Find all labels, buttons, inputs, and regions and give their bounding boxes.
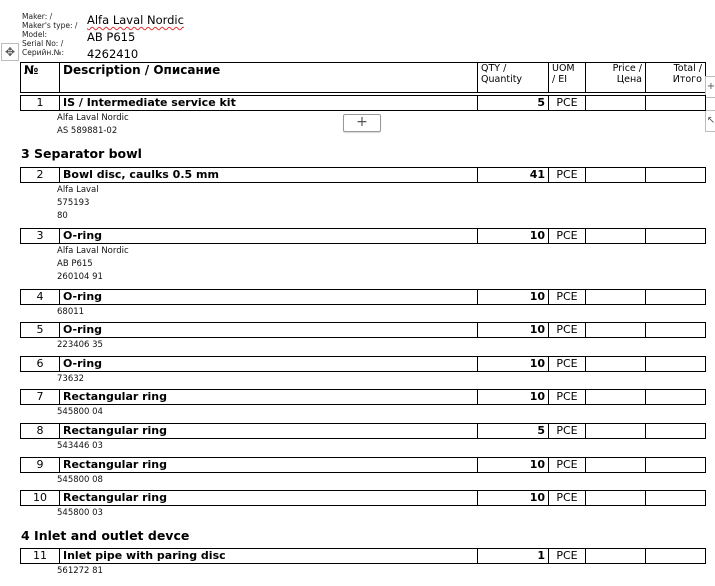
row-number: 4 [21,290,60,305]
item-price [586,229,646,244]
item-description: Rectangular ring [60,390,478,405]
item-quantity: 41 [478,168,549,183]
resize-icon[interactable]: ↖ [705,110,715,132]
item-price [586,323,646,338]
item-price [586,491,646,506]
item-description: Bowl disc, caulks 0.5 mm [60,168,478,183]
row-number: 10 [21,491,60,506]
table-row [20,228,706,244]
table-row [20,95,706,111]
item-total [646,96,706,111]
section-title: 3 Separator bowl [21,146,142,161]
col-total: Total / Итого [646,63,706,93]
row-details [57,112,129,138]
item-total [646,323,706,338]
table-row [20,389,706,405]
table-row [20,322,706,338]
item-total [646,491,706,506]
label-serial-ru: Серийн.№: [22,48,64,57]
detail-line: 80 [57,211,68,221]
detail-line: 260104 91 [57,272,103,282]
item-total [646,168,706,183]
item-description: IS / Intermediate service kit [60,96,478,111]
item-price [586,458,646,473]
item-price [586,549,646,564]
item-description: O-ring [60,229,478,244]
item-price [586,168,646,183]
row-details [57,406,103,419]
row-details [57,245,129,284]
column-header [20,62,706,93]
detail-line: 543446 03 [57,441,103,451]
model-value: AB P615 [87,30,136,44]
row-details [57,306,84,319]
row-handle-icon[interactable]: + [705,76,715,98]
item-uom: PCE [549,491,586,506]
col-no: № [21,63,60,93]
table-row [20,423,706,439]
item-total [646,390,706,405]
maker-value: Alfa Laval Nordic [87,13,184,27]
item-uom: PCE [549,323,586,338]
row-details [57,440,103,453]
label-maker: Maker: / [22,12,53,21]
row-number: 8 [21,424,60,439]
item-description: Inlet pipe with paring disc [60,549,478,564]
detail-line: Alfa Laval Nordic [57,246,129,256]
detail-line: Alfa Laval [57,185,99,195]
row-number: 11 [21,549,60,564]
row-details [57,373,84,386]
row-number: 7 [21,390,60,405]
detail-line: 545800 04 [57,407,103,417]
item-description: O-ring [60,357,478,372]
item-total [646,458,706,473]
row-details [57,184,99,223]
serial-value: 4262410 [87,47,139,61]
item-total [646,424,706,439]
item-total [646,229,706,244]
table-row [20,548,706,564]
item-uom: PCE [549,549,586,564]
table-row [20,167,706,183]
detail-line: 545800 08 [57,475,103,485]
item-quantity: 5 [478,424,549,439]
header-labels [22,12,77,57]
header-values [87,12,184,63]
section-title: 4 Inlet and outlet devce [21,528,190,543]
table-row [20,490,706,506]
col-description: Description / Описание [60,63,478,93]
table-row [20,289,706,305]
item-quantity: 10 [478,357,549,372]
item-uom: PCE [549,229,586,244]
item-description: O-ring [60,290,478,305]
item-quantity: 1 [478,549,549,564]
table-row [20,457,706,473]
item-price [586,96,646,111]
item-description: Rectangular ring [60,491,478,506]
row-details [57,565,103,578]
item-total [646,549,706,564]
item-uom: PCE [549,357,586,372]
label-serial: Serial No: / [22,39,64,48]
detail-line: 68011 [57,307,85,317]
item-uom: PCE [549,290,586,305]
detail-line: 223406 35 [57,340,103,350]
item-uom: PCE [549,424,586,439]
row-number: 6 [21,357,60,372]
item-uom: PCE [549,458,586,473]
detail-line: Alfa Laval Nordic [57,113,129,123]
item-description: O-ring [60,323,478,338]
item-description: Rectangular ring [60,458,478,473]
item-total [646,290,706,305]
item-price [586,390,646,405]
col-qty: QTY / Quantity [478,63,549,93]
item-price [586,424,646,439]
item-quantity: 10 [478,491,549,506]
row-number: 9 [21,458,60,473]
row-details [57,474,103,487]
item-price [586,357,646,372]
item-uom: PCE [549,390,586,405]
item-quantity: 10 [478,229,549,244]
label-model: Model: [22,30,48,39]
row-details [57,339,103,352]
item-uom: PCE [549,168,586,183]
detail-line: 545800 03 [57,508,103,518]
item-quantity: 10 [478,390,549,405]
item-description: Rectangular ring [60,424,478,439]
item-uom: PCE [549,96,586,111]
row-details [57,507,103,520]
item-quantity: 10 [478,323,549,338]
item-total [646,357,706,372]
detail-line: 561272 81 [57,566,103,576]
detail-line: AS 589881-02 [57,126,118,136]
label-maker-type: Maker's type: / [22,21,78,30]
item-price [586,290,646,305]
col-price: Price / Цена [586,63,646,93]
row-number: 5 [21,323,60,338]
detail-line: 73632 [57,374,85,384]
move-icon[interactable]: ✥ [1,43,19,61]
item-quantity: 10 [478,458,549,473]
plus-icon[interactable]: + [343,114,381,132]
table-row [20,356,706,372]
detail-line: 575193 [57,198,90,208]
row-number: 1 [21,96,60,111]
col-uom: UOM / EI [549,63,586,93]
item-quantity: 5 [478,96,549,111]
row-number: 2 [21,168,60,183]
item-quantity: 10 [478,290,549,305]
row-number: 3 [21,229,60,244]
detail-line: AB P615 [57,259,93,269]
